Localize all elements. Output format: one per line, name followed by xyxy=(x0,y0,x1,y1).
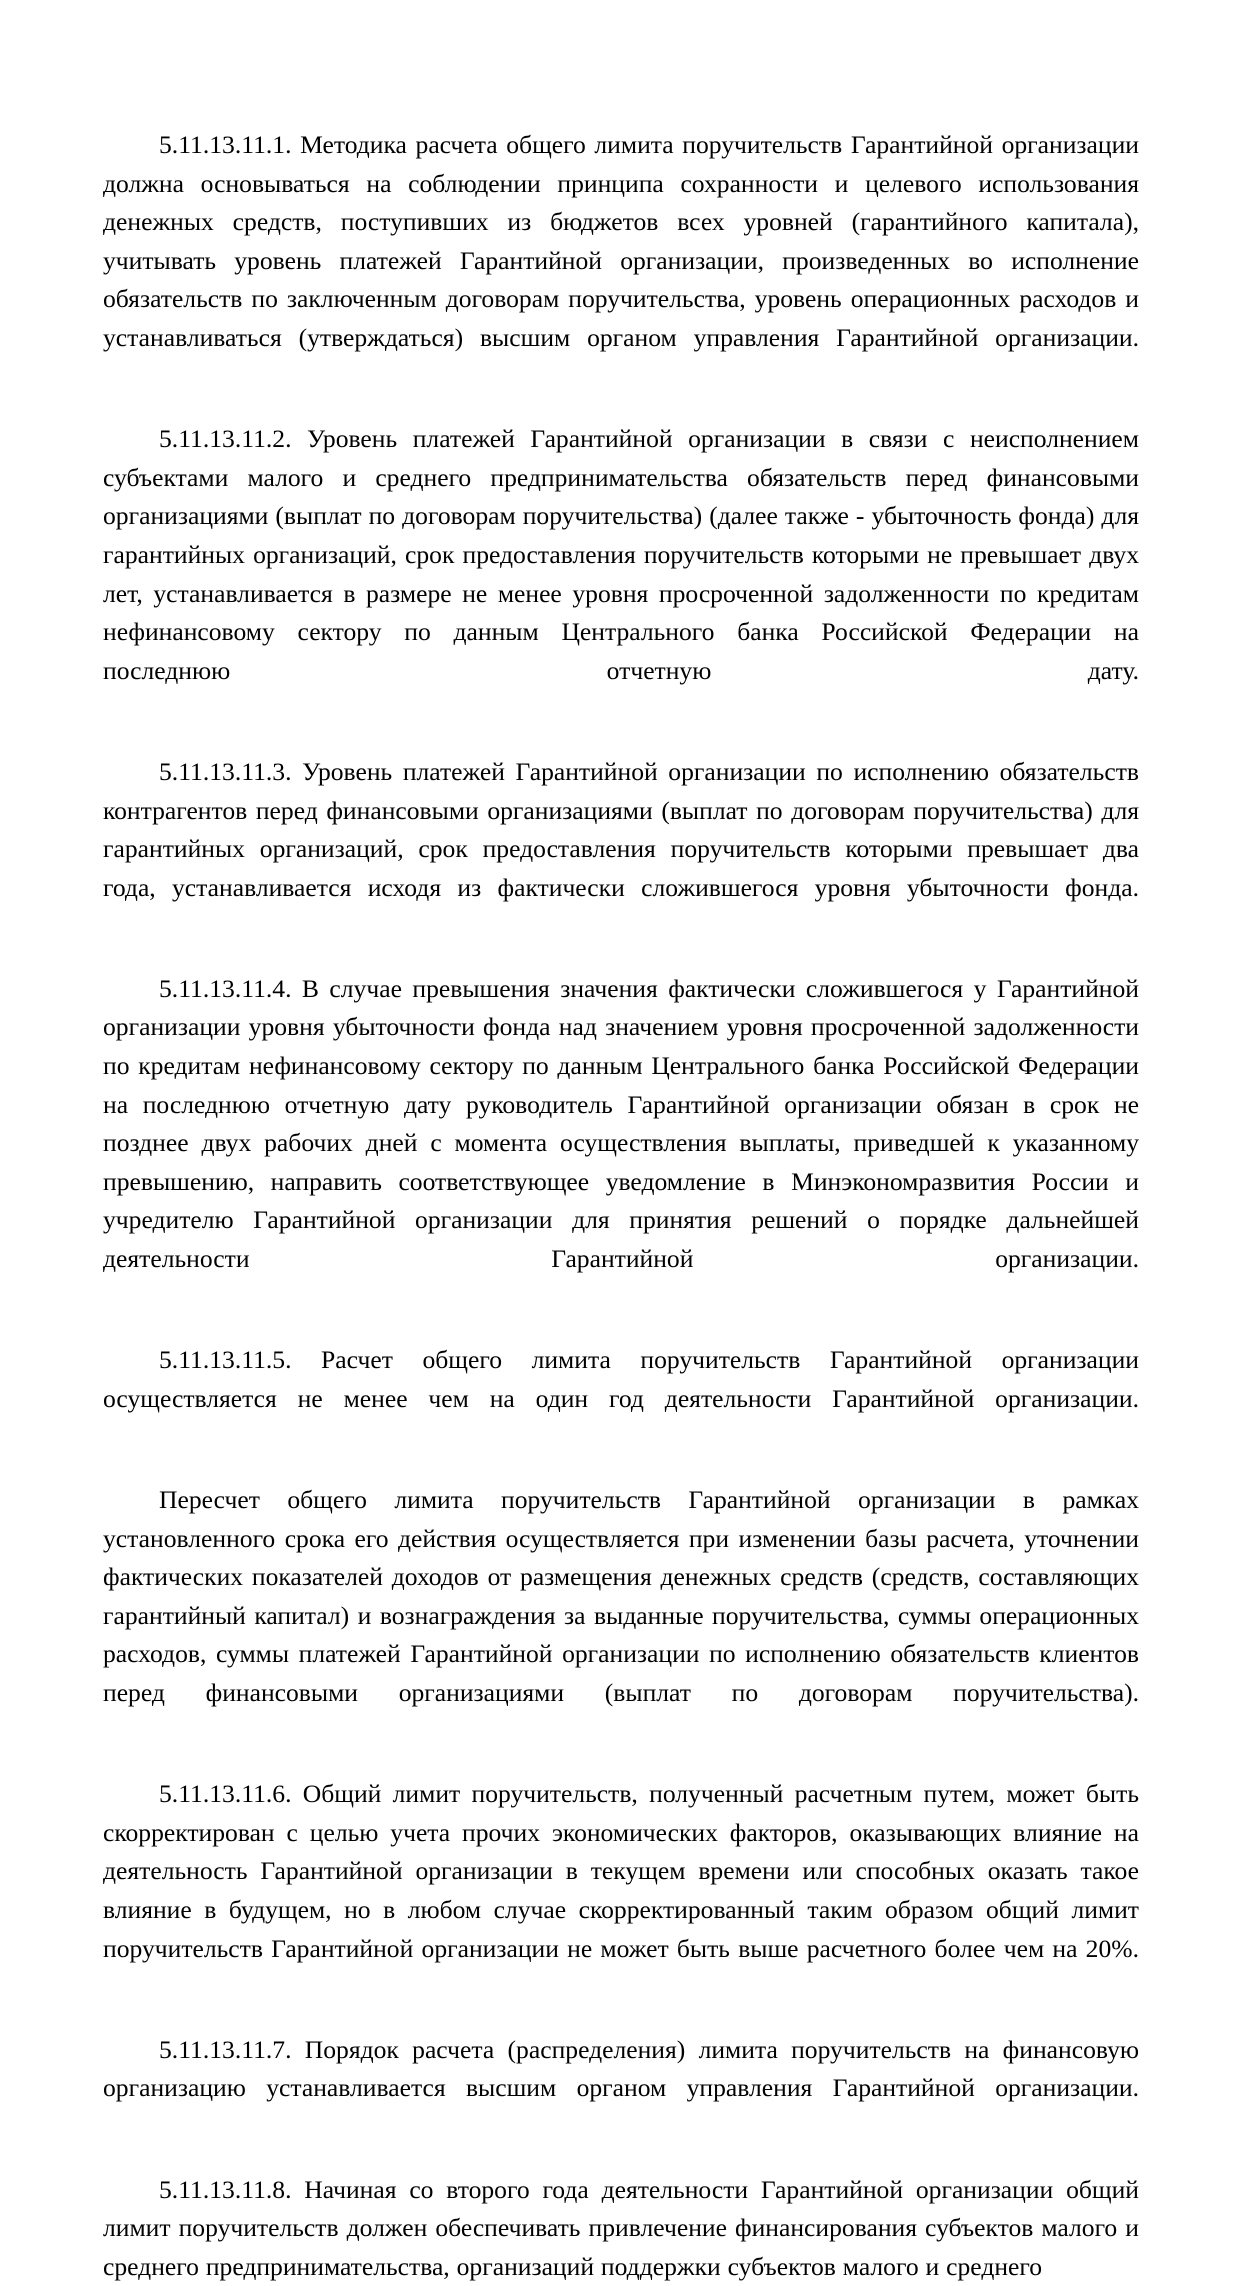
paragraph-pereschet: Пересчет общего лимита поручительств Гарантийной организации в рамках установленного срока его действия осуществляется при изменении базы расчета, уточнении фактических показателей доходов от размещения денежных средств (средств, составляющих гарантийный капитал) и вознаграждения за выданные поручительства, суммы операционных расходов, суммы платежей Гарантийной организации по исполнению обязательств клиентов перед финансовыми организациями (выплат по договорам поручительства). xyxy=(103,1481,1139,1751)
paragraph-5-11-13-11-6: 5.11.13.11.6. Общий лимит поручительств, полученный расчетным путем, может быть скорректирован с целью учета прочих экономических факторов, оказывающих влияние на деятельность Гарантийной организации в текущем времени или способных оказать такое влияние в будущем, но в любом случае скорректированный таким образом общий лимит поручительств Гарантийной организации не может быть выше расчетного более чем на 20%. xyxy=(103,1775,1139,2007)
paragraph-5-11-13-11-5: 5.11.13.11.5. Расчет общего лимита поручительств Гарантийной организации осуществляется не менее чем на один год деятельности Гарантийной организации. xyxy=(103,1341,1139,1457)
paragraph-5-11-13-11-2: 5.11.13.11.2. Уровень платежей Гарантийной организации в связи с неисполнением субъектами малого и среднего предпринимательства обязательств перед финансовыми организациями (выплат по договорам поручительства) (далее также - убыточность фонда) для гарантийных организаций, срок предоставления поручительств которыми не превышает двух лет, устанавливается в размере не менее уровня просроченной задолженности по кредитам нефинансовому сектору по данным Центрального банка Российской Федерации на последнюю отчетную дату. xyxy=(103,420,1139,729)
paragraph-5-11-13-11-4: 5.11.13.11.4. В случае превышения значения фактически сложившегося у Гарантийной организации уровня убыточности фонда над значением уровня просроченной задолженности по кредитам нефинансовому сектору по данным Центрального банка Российской Федерации на последнюю отчетную дату руководитель Гарантийной организации обязан в срок не позднее двух рабочих дней с момента осуществления выплаты, приведшей к указанному превышению, направить соответствующее уведомление в Минэкономразвития России и учредителю Гарантийной организации для принятия решений о порядке дальнейшей деятельности Гарантийной организации. xyxy=(103,970,1139,1317)
paragraph-5-11-13-11-7: 5.11.13.11.7. Порядок расчета (распределения) лимита поручительств на финансовую организацию устанавливается высшим органом управления Гарантийной организации. xyxy=(103,2031,1139,2147)
document-body xyxy=(103,126,1139,2286)
paragraph-5-11-13-11-8: 5.11.13.11.8. Начиная со второго года деятельности Гарантийной организации общий лимит поручительств должен обеспечивать привлечение финансирования субъектов малого и среднего предпринимательства, организаций поддержки субъектов малого и среднего xyxy=(103,2171,1139,2286)
paragraph-5-11-13-11-3: 5.11.13.11.3. Уровень платежей Гарантийной организации по исполнению обязательств контрагентов перед финансовыми организациями (выплат по договорам поручительства) для гарантийных организаций, срок предоставления поручительств которыми превышает два года, устанавливается исходя из фактически сложившегося уровня убыточности фонда. xyxy=(103,753,1139,946)
paragraph-5-11-13-11-1: 5.11.13.11.1. Методика расчета общего лимита поручительств Гарантийной организации должна основываться на соблюдении принципа сохранности и целевого использования денежных средств, поступивших из бюджетов всех уровней (гарантийного капитала), учитывать уровень платежей Гарантийной организации, произведенных во исполнение обязательств по заключенным договорам поручительства, уровень операционных расходов и устанавливаться (утверждаться) высшим органом управления Гарантийной организации. xyxy=(103,126,1139,396)
